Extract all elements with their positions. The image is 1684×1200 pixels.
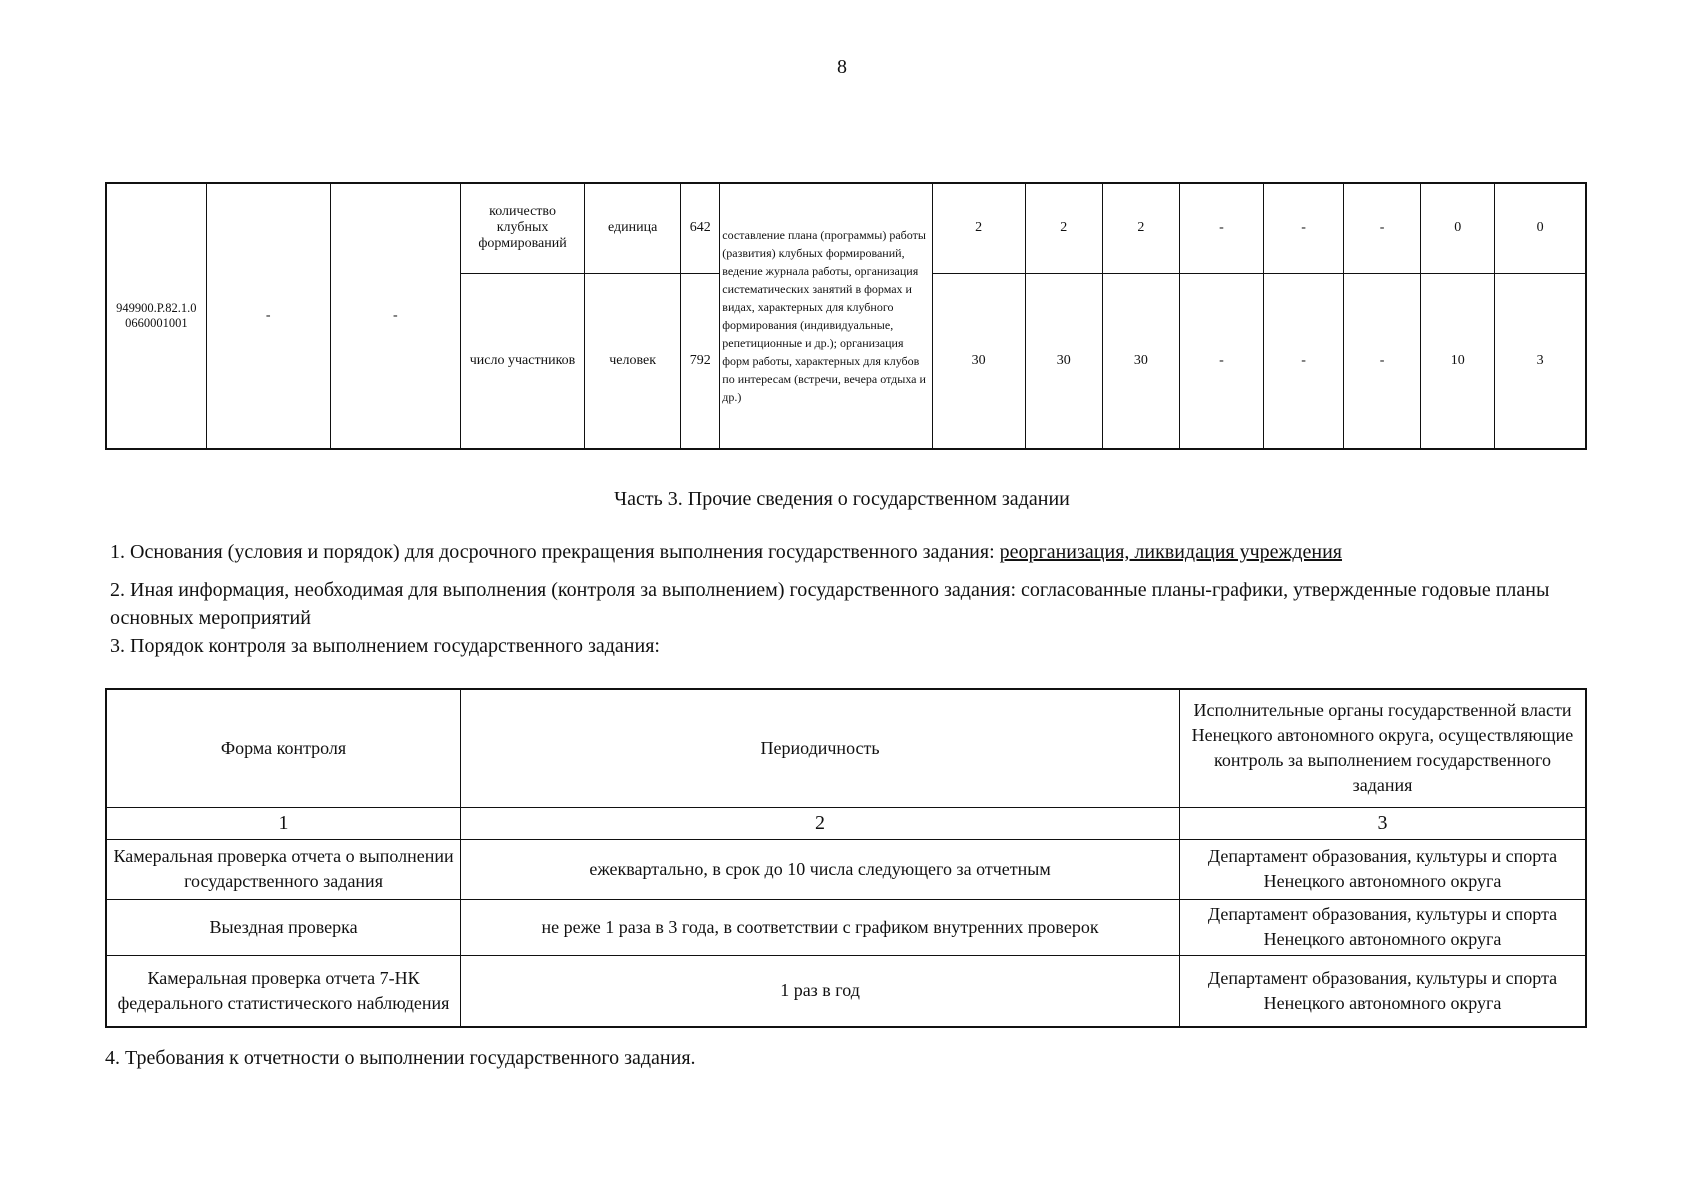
column-header: Исполнительные органы государственной власти Ненецкого автономного округа, осуществляющие контроль за выполнением государственного задания <box>1179 689 1586 807</box>
value-cell: - <box>1344 183 1421 273</box>
value-cell: - <box>1263 183 1343 273</box>
table-cell: - <box>330 183 460 449</box>
table-row <box>106 955 1586 1027</box>
paragraph-control-order: 3. Порядок контроля за выполнением государственного задания: <box>110 635 660 657</box>
unit-name: единица <box>585 183 681 273</box>
control-body: Департамент образования, культуры и спорта Ненецкого автономного округа <box>1179 839 1586 899</box>
table-row <box>106 899 1586 955</box>
table-row <box>106 183 1586 273</box>
column-number: 3 <box>1179 807 1586 839</box>
column-header: Периодичность <box>461 689 1180 807</box>
paragraph-text: 1. Основания (условия и порядок) для досрочного прекращения выполнения государственного задания: <box>110 541 1000 563</box>
column-number-row <box>106 807 1586 839</box>
value-cell: - <box>1179 183 1263 273</box>
column-header: Форма контроля <box>106 689 461 807</box>
control-period: не реже 1 раза в 3 года, в соответствии с графиком внутренних проверок <box>461 899 1180 955</box>
paragraph-other-info: 2. Иная информация, необходимая для выполнения (контроля за выполнением) государственного задания: согласованные планы-графики, утвержденные годовые планы основных мероприятий <box>110 579 1550 629</box>
control-body: Департамент образования, культуры и спорта Ненецкого автономного округа <box>1179 899 1586 955</box>
value-cell: 30 <box>1102 273 1179 449</box>
value-cell: 10 <box>1421 273 1495 449</box>
unit-name: человек <box>585 273 681 449</box>
value-cell: 30 <box>1025 273 1102 449</box>
table-header-row <box>106 689 1586 807</box>
control-form: Камеральная проверка отчета о выполнении государственного задания <box>106 839 461 899</box>
control-form: Камеральная проверка отчета 7-НК федерального статистического наблюдения <box>106 955 461 1027</box>
indicator-name: количество клубных формирований <box>460 183 584 273</box>
value-cell: 2 <box>1025 183 1102 273</box>
table-cell: - <box>206 183 330 449</box>
okei-code: 642 <box>681 183 720 273</box>
termination-value: реорганизация, ликвидация учреждения <box>999 541 1343 563</box>
value-cell: 2 <box>932 183 1025 273</box>
part3-title: Часть 3. Прочие сведения о государственном задании <box>614 488 1070 510</box>
value-cell: 30 <box>932 273 1025 449</box>
value-cell: 0 <box>1421 183 1495 273</box>
registry-code: 949900.Р.82.1.0 0660001001 <box>106 183 206 449</box>
value-cell: 3 <box>1495 273 1586 449</box>
value-cell: - <box>1263 273 1343 449</box>
indicator-name: число участников <box>460 273 584 449</box>
okei-code: 792 <box>681 273 720 449</box>
paragraph-termination-grounds <box>110 538 1590 566</box>
value-cell: 0 <box>1495 183 1586 273</box>
indicator-table <box>105 182 1587 450</box>
column-number: 1 <box>106 807 461 839</box>
value-cell: - <box>1344 273 1421 449</box>
column-number: 2 <box>461 807 1180 839</box>
value-cell: 2 <box>1102 183 1179 273</box>
work-description: составление плана (программы) работы (развития) клубных формирований, ведение журнала работы, организация систематических занятий в формах и видах, характерных для клубного формирования (индивидуальные, репетиционные и др.); организация форм работы, характерных для клубов по интересам (встречи, вечера отдыха и др.) <box>720 183 932 449</box>
control-form: Выездная проверка <box>106 899 461 955</box>
table-row <box>106 839 1586 899</box>
control-body: Департамент образования, культуры и спорта Ненецкого автономного округа <box>1179 955 1586 1027</box>
page-number: 8 <box>837 56 847 78</box>
control-period: ежеквартально, в срок до 10 числа следующего за отчетным <box>461 839 1180 899</box>
paragraph-reporting: 4. Требования к отчетности о выполнении государственного задания. <box>105 1047 696 1069</box>
control-table <box>105 688 1587 1028</box>
control-period: 1 раз в год <box>461 955 1180 1027</box>
value-cell: - <box>1179 273 1263 449</box>
